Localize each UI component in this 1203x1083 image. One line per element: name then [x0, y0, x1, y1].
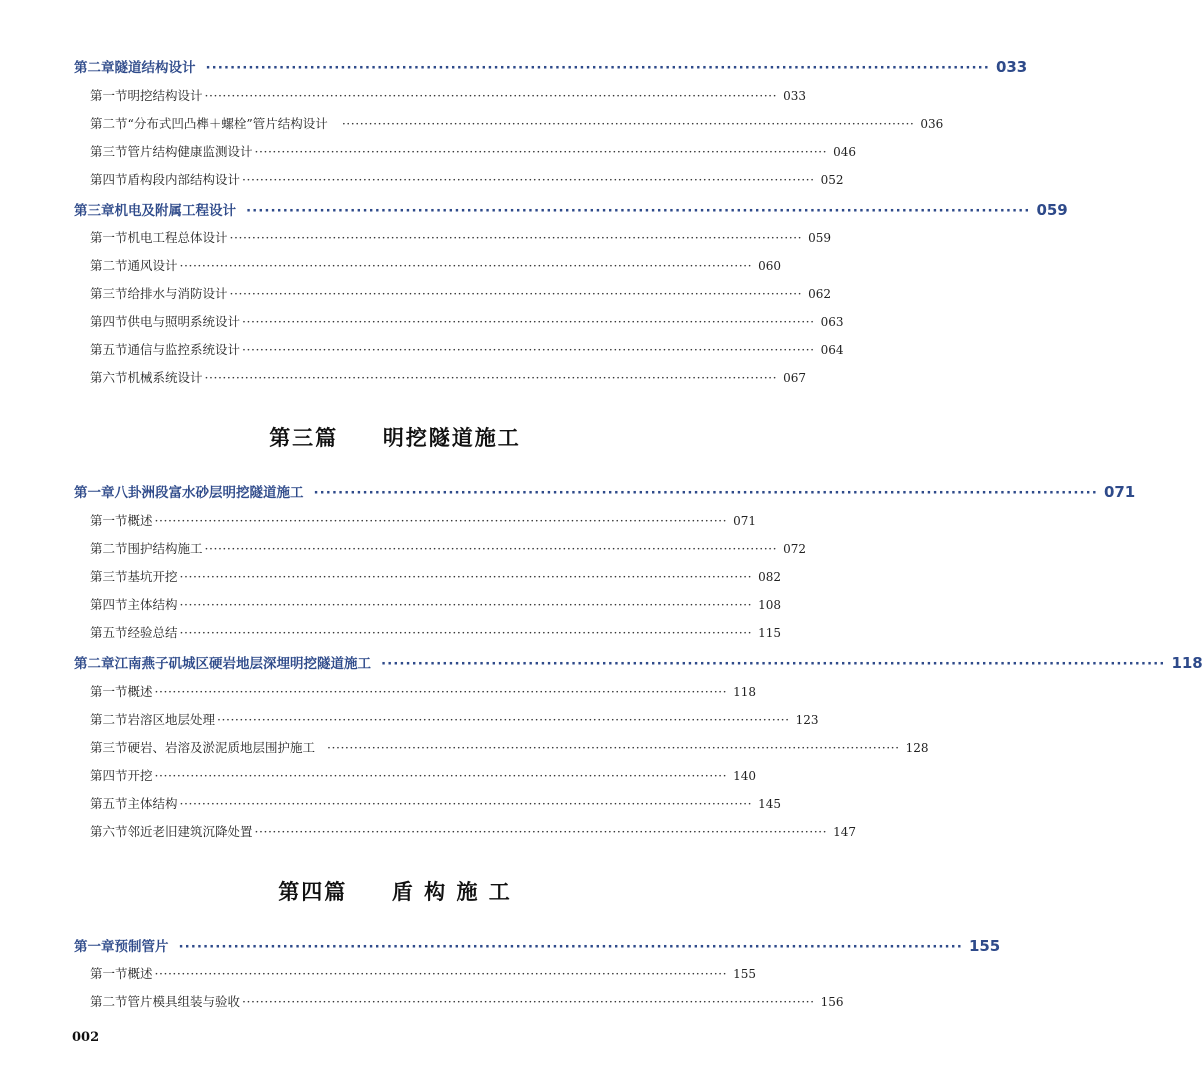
- chapter-page-number: 155: [968, 937, 1001, 955]
- part-heading[interactable]: [0, 422, 790, 452]
- section-title: 明挖结构设计: [127, 88, 203, 103]
- dot-leader: ································································································································: [341, 116, 915, 131]
- section-number: 第一节: [90, 230, 128, 245]
- dot-leader: ································································································································: [327, 740, 900, 755]
- section-title: 主体结构: [127, 597, 178, 612]
- section-number: 第二节: [90, 258, 128, 273]
- section-title: 岩溶区地层处理: [127, 712, 216, 727]
- section-number: 第六节: [90, 370, 128, 385]
- section-page-number: 062: [808, 287, 832, 301]
- section-title: 主体结构: [127, 796, 178, 811]
- dot-leader: ································································································································: [242, 994, 815, 1009]
- chapter-title: 八卦洲段富水砂层明挖隧道施工: [114, 485, 304, 501]
- section-title: 通风设计: [127, 258, 178, 273]
- section-title: 概述: [127, 513, 153, 528]
- section-page-number: 082: [758, 570, 782, 584]
- dot-leader: ································································································································: [242, 342, 815, 357]
- chapter-page-number: 071: [1103, 483, 1136, 501]
- toc-section-entry[interactable]: [90, 710, 819, 730]
- section-title: 供电与照明系统设计: [127, 314, 241, 329]
- toc-section-entry[interactable]: [90, 284, 832, 304]
- part-heading[interactable]: [0, 876, 790, 906]
- toc-section-entry[interactable]: [90, 170, 844, 190]
- dot-leader: ································································································································: [242, 172, 815, 187]
- section-number: 第一节: [90, 513, 128, 528]
- dot-leader: ································································································································: [229, 286, 803, 301]
- toc-section-entry[interactable]: [90, 340, 844, 360]
- dot-leader: ································································································································: [313, 485, 1098, 501]
- section-number: 第二节: [90, 116, 128, 131]
- section-number: 第六节: [90, 824, 128, 839]
- section-page-number: 052: [820, 173, 844, 187]
- dot-leader: ································································································································: [179, 625, 753, 640]
- section-number: 第一节: [90, 88, 128, 103]
- toc-section-entry[interactable]: [90, 992, 844, 1012]
- section-number: 第三节: [90, 569, 128, 584]
- toc-section-entry[interactable]: [90, 312, 844, 332]
- section-page-number: 036: [920, 117, 944, 131]
- section-number: 第五节: [90, 796, 128, 811]
- section-page-number: 063: [820, 315, 844, 329]
- section-number: 第一节: [90, 684, 128, 699]
- toc-section-entry[interactable]: [90, 511, 757, 531]
- section-page-number: 147: [833, 825, 857, 839]
- section-title: 概述: [127, 684, 153, 699]
- dot-leader: ································································································································: [154, 768, 728, 783]
- dot-leader: ································································································································: [154, 684, 728, 699]
- dot-leader: ································································································································: [154, 513, 728, 528]
- page-number: 002: [72, 1030, 100, 1045]
- chapter-number: 第三章: [74, 203, 115, 219]
- section-title: 概述: [127, 966, 153, 981]
- section-number: 第三节: [90, 740, 128, 755]
- section-number: 第二节: [90, 541, 128, 556]
- section-number: 第五节: [90, 342, 128, 357]
- section-title: 盾构段内部结构设计: [127, 172, 241, 187]
- dot-leader: ································································································································: [204, 88, 778, 103]
- section-page-number: 118: [733, 685, 757, 699]
- chapter-number: 第二章: [74, 60, 115, 76]
- dot-leader: ································································································································: [204, 370, 778, 385]
- dot-leader: ································································································································: [229, 230, 803, 245]
- section-page-number: 156: [820, 995, 844, 1009]
- section-page-number: 067: [783, 371, 807, 385]
- section-number: 第四节: [90, 768, 128, 783]
- chapter-page-number: 118: [1171, 654, 1203, 672]
- toc-section-entry[interactable]: [90, 682, 757, 702]
- chapter-title: 隧道结构设计: [114, 60, 196, 76]
- section-title: 通信与监控系统设计: [127, 342, 241, 357]
- dot-leader: ································································································································: [179, 597, 753, 612]
- toc-section-entry[interactable]: [90, 567, 782, 587]
- section-title: 硬岩、岩溶及淤泥质地层围护施工: [127, 740, 316, 755]
- toc-section-entry[interactable]: [90, 539, 807, 559]
- section-title: 围护结构施工: [127, 541, 203, 556]
- section-title: 机电工程总体设计: [127, 230, 228, 245]
- toc-section-entry[interactable]: [90, 766, 757, 786]
- dot-leader: ································································································································: [179, 258, 753, 273]
- section-page-number: 060: [758, 259, 782, 273]
- chapter-page-number: 059: [1036, 201, 1068, 219]
- section-page-number: 059: [808, 231, 832, 245]
- section-page-number: 072: [783, 542, 807, 556]
- section-page-number: 140: [733, 769, 757, 783]
- dot-leader: ································································································································: [217, 712, 790, 727]
- dot-leader: ································································································································: [179, 569, 753, 584]
- toc-section-entry[interactable]: [90, 822, 857, 842]
- toc-section-entry[interactable]: [90, 738, 929, 758]
- section-number: 第三节: [90, 286, 128, 301]
- section-page-number: 155: [733, 967, 757, 981]
- toc-section-entry[interactable]: [90, 368, 807, 388]
- chapter-title: 预制管片: [114, 939, 169, 955]
- chapter-title: 机电及附属工程设计: [114, 203, 236, 219]
- section-title: 管片模具组装与验收: [127, 994, 241, 1009]
- toc-section-entry[interactable]: [90, 794, 782, 814]
- section-page-number: 123: [795, 713, 819, 727]
- section-title: “分布式凹凸榫＋螺栓”管片结构设计: [127, 116, 328, 131]
- dot-leader: ································································································································: [254, 824, 828, 839]
- dot-leader: ································································································································: [246, 203, 1031, 219]
- toc-chapter-entry[interactable]: [74, 935, 1001, 957]
- dot-leader: ································································································································: [179, 796, 753, 811]
- section-page-number: 145: [758, 797, 782, 811]
- dot-leader: ································································································································: [204, 541, 778, 556]
- chapter-number: 第二章: [74, 656, 115, 672]
- section-page-number: 071: [733, 514, 757, 528]
- dot-leader: ································································································································: [154, 966, 728, 981]
- toc-section-entry[interactable]: [90, 595, 782, 615]
- chapter-number: 第一章: [74, 485, 115, 501]
- part-title: 盾 构 施 工: [391, 880, 512, 904]
- section-page-number: 128: [905, 741, 929, 755]
- part-number: 第四篇: [278, 880, 348, 904]
- section-page-number: 046: [833, 145, 857, 159]
- section-number: 第五节: [90, 625, 128, 640]
- section-title: 经验总结: [127, 625, 178, 640]
- section-title: 邻近老旧建筑沉降处置: [127, 824, 253, 839]
- chapter-page-number: 033: [995, 58, 1028, 76]
- section-title: 给排水与消防设计: [127, 286, 228, 301]
- dot-leader: ································································································································: [178, 939, 963, 955]
- toc-section-entry[interactable]: [90, 256, 782, 276]
- section-page-number: 033: [783, 89, 807, 103]
- section-number: 第二节: [90, 712, 128, 727]
- toc-section-entry[interactable]: [90, 228, 832, 248]
- toc-chapter-entry[interactable]: [74, 56, 1028, 78]
- section-page-number: 064: [820, 343, 844, 357]
- part-number: 第三篇: [269, 426, 339, 450]
- section-page-number: 108: [758, 598, 782, 612]
- section-number: 第二节: [90, 994, 128, 1009]
- chapter-title: 江南燕子矶城区硬岩地层深埋明挖隧道施工: [114, 656, 371, 672]
- section-title: 基坑开挖: [127, 569, 178, 584]
- section-page-number: 115: [758, 626, 782, 640]
- toc-section-entry[interactable]: [90, 623, 782, 643]
- section-number: 第四节: [90, 314, 128, 329]
- dot-leader: ································································································································: [205, 60, 990, 76]
- toc-section-entry[interactable]: [90, 86, 807, 106]
- dot-leader: ································································································································: [242, 314, 815, 329]
- chapter-number: 第一章: [74, 939, 115, 955]
- toc-section-entry[interactable]: [90, 142, 857, 162]
- dot-leader: ································································································································: [381, 656, 1166, 672]
- section-number: 第四节: [90, 172, 128, 187]
- toc-section-entry[interactable]: [90, 114, 944, 134]
- part-title: 明挖隧道施工: [382, 426, 521, 450]
- section-title: 开挖: [127, 768, 153, 783]
- toc-chapter-entry[interactable]: [74, 652, 1203, 674]
- toc-chapter-entry[interactable]: [74, 481, 1136, 503]
- toc-chapter-entry[interactable]: [74, 199, 1068, 221]
- dot-leader: ································································································································: [254, 144, 828, 159]
- section-title: 管片结构健康监测设计: [127, 144, 253, 159]
- section-number: 第一节: [90, 966, 128, 981]
- toc-section-entry[interactable]: [90, 964, 757, 984]
- section-title: 机械系统设计: [127, 370, 203, 385]
- section-number: 第四节: [90, 597, 128, 612]
- section-number: 第三节: [90, 144, 128, 159]
